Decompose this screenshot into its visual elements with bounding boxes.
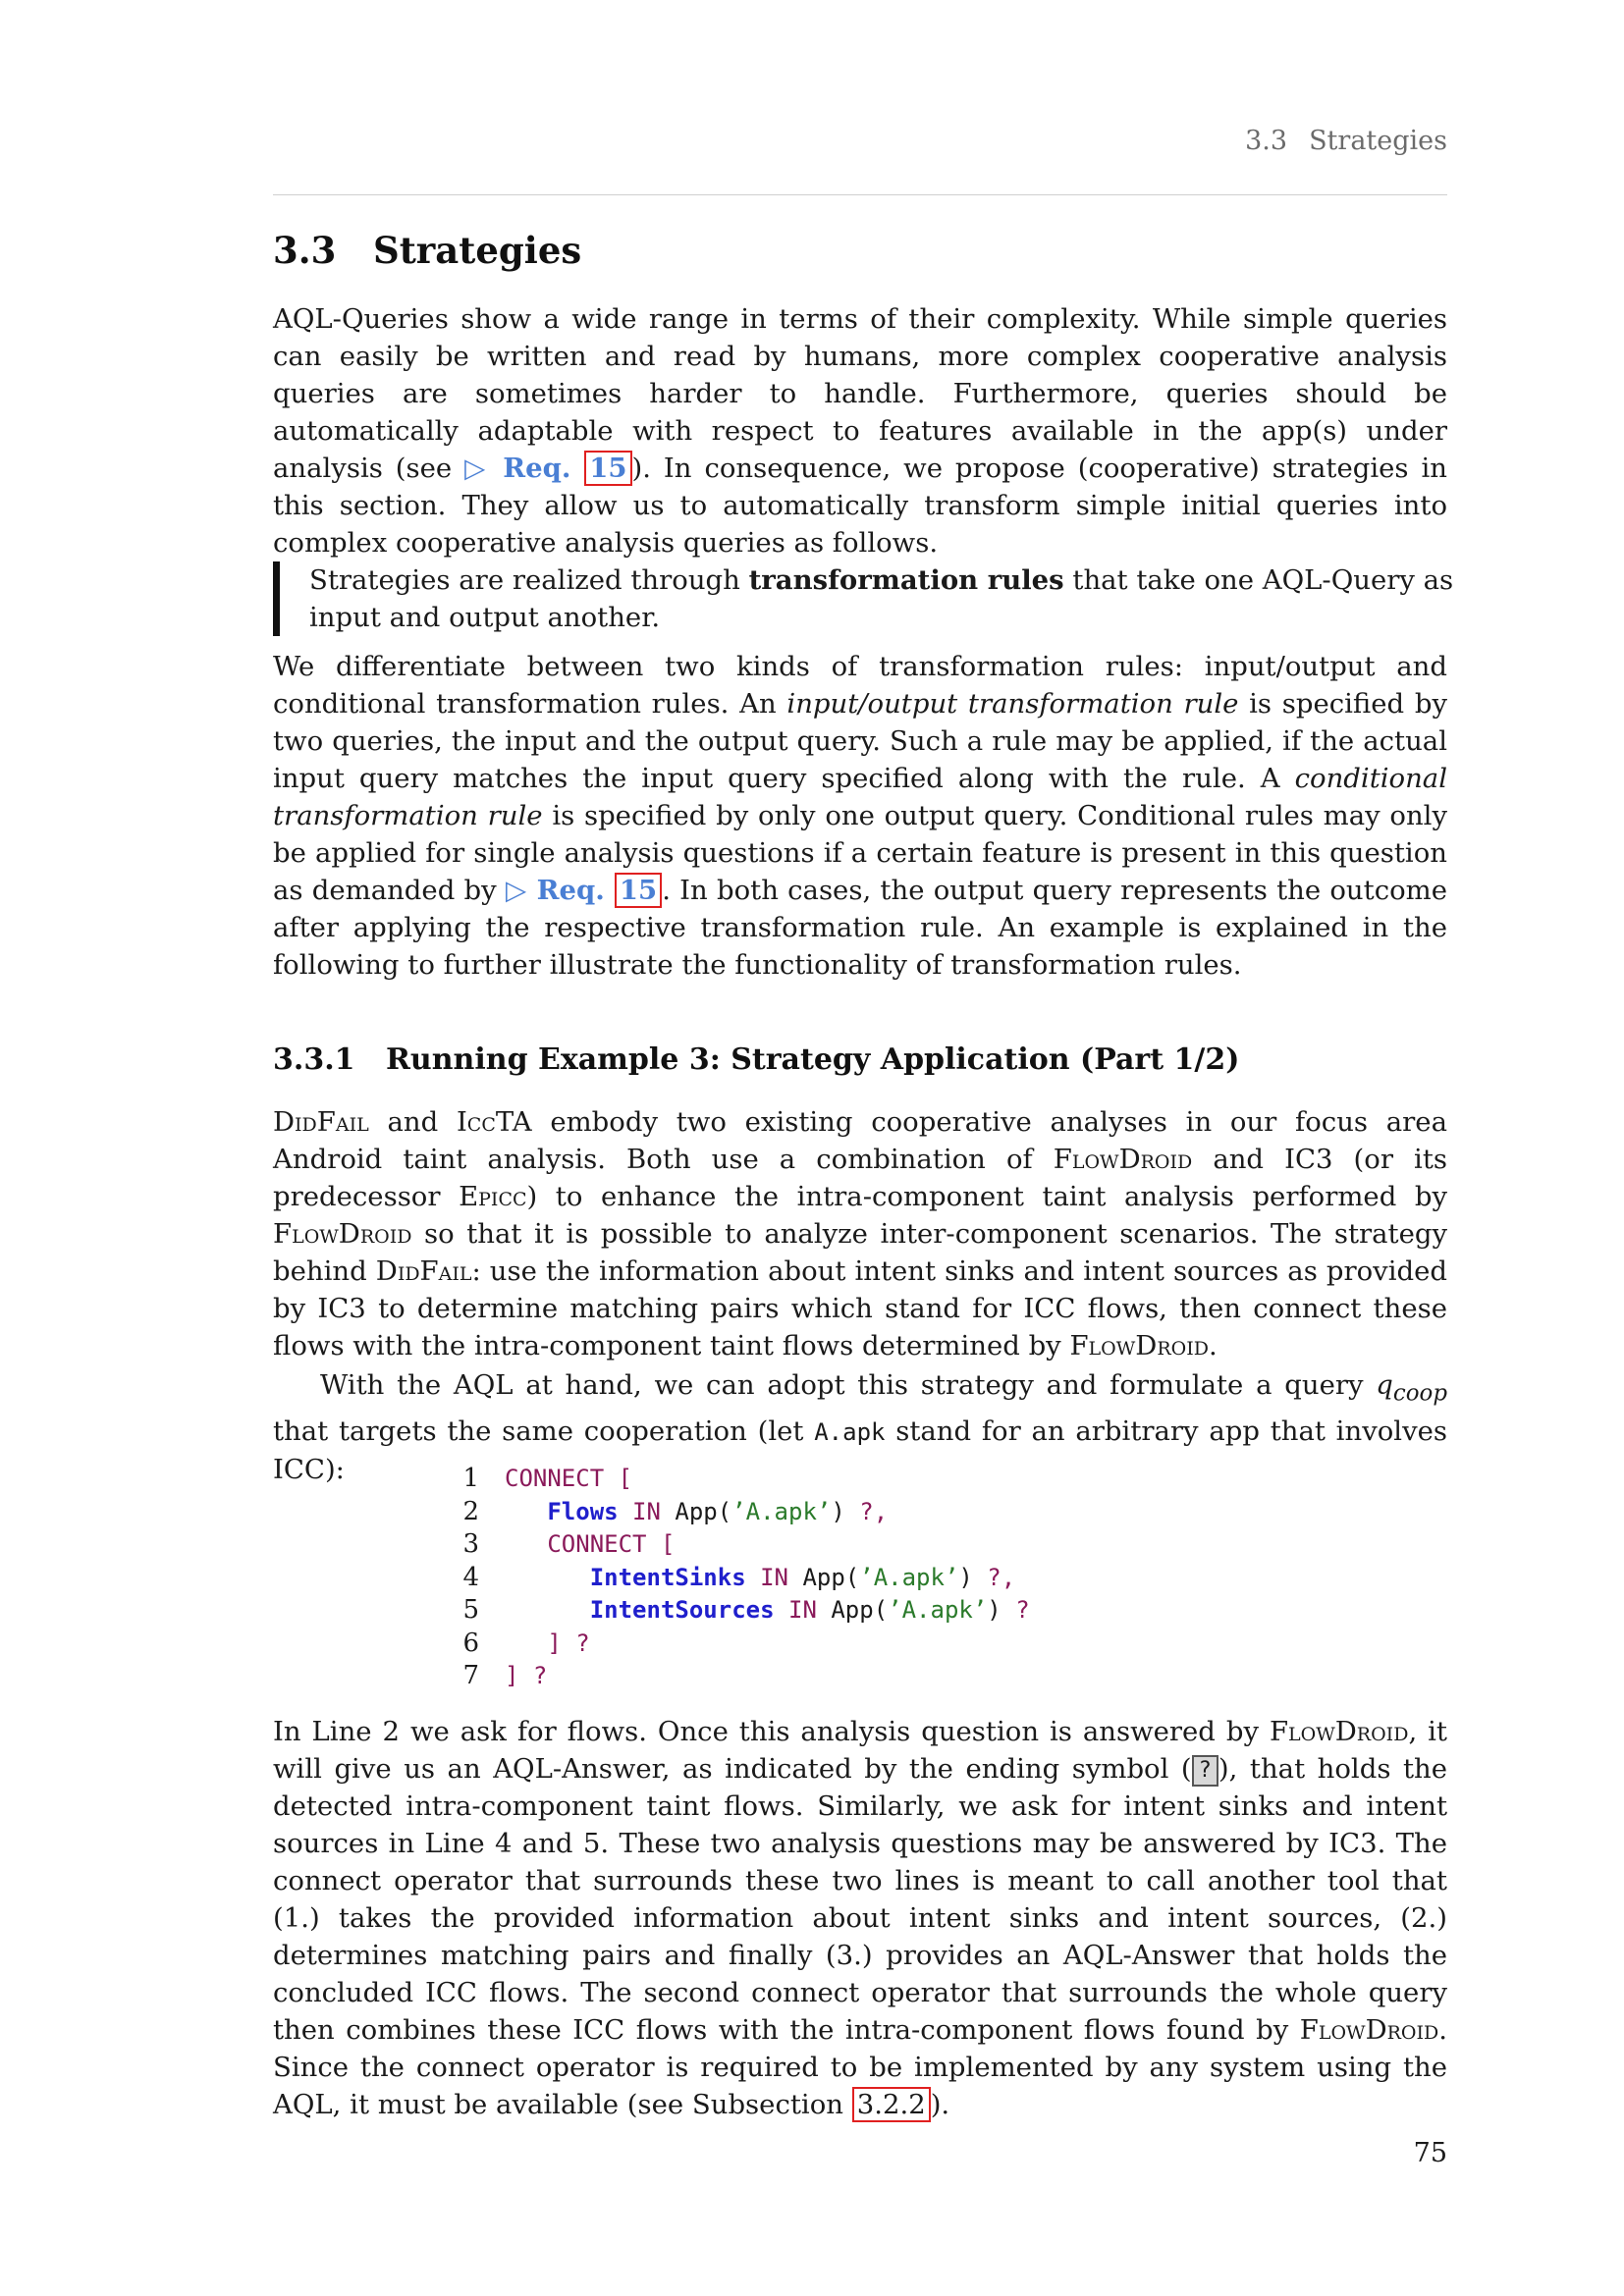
callout-bold: transformation rules (748, 564, 1064, 596)
para2-italic-1: input/output transformation rule (786, 688, 1239, 720)
para3-text: . (1208, 1330, 1218, 1362)
page-number: 75 (1413, 2138, 1447, 2168)
code-token: ] ? (547, 1629, 590, 1657)
code-token: IN (618, 1497, 676, 1525)
para2-text: is specified by two queries, the input and the output query. Such a rule may be applied, if the actual input query matches the input query specified along with the rule. A (273, 688, 1447, 794)
para5-text: , it will give us an AQL-Answer, as indicated by the ending symbol ( (273, 1716, 1447, 1785)
code-token: App( (831, 1596, 889, 1624)
para1-text: AQL-Queries show a wide range in terms of their complexity. While simple queries can easily be written and read by humans, more complex cooperative analysis queries are sometimes harder to handle. Furthermore, queries should be automatically adaptable with respect to features available in the app(s) under analysis (see (273, 303, 1447, 484)
req-number-2[interactable]: 15 (615, 873, 662, 908)
code-token: IntentSources (589, 1596, 775, 1624)
code-indent (505, 1498, 547, 1525)
para2-text: . In both cases, the output query represents the outcome after applying the respective transformation rule. An example is explained in the following to further illustrate the functionality of transformation rules. (273, 875, 1447, 981)
code-line-number: 4 (462, 1562, 479, 1592)
para3-text: embody two existing cooperative analyses in our focus area Android taint analysis. Both use a combination of (273, 1106, 1447, 1175)
paragraph-intro (273, 300, 1447, 561)
code-line-number: 6 (462, 1628, 479, 1658)
para3-text: and IC3 (or its predecessor (273, 1144, 1447, 1212)
para4-text: that targets the same cooperation (let (273, 1415, 804, 1447)
code-line (461, 1463, 1030, 1496)
code-line-number: 1 (462, 1464, 479, 1493)
para5-text: ), that holds the detected intra-component taint flows. Similarly, we ask for intent sinks and intent sources in Line 4 and 5. These two analysis questions may be answered by IC3. The connect operator that surrounds these two lines is meant to call another tool that (1.) takes the provided information about intent sinks and intent sources, (2.) determines matching pairs and finally (3.) provides an AQL-Answer that holds the concluded ICC flows. The second connect operator that surrounds the whole query then combines these ICC flows with the intra-component flows found by (273, 1753, 1448, 2046)
code-token: ’A.apk’ (731, 1497, 832, 1525)
code-line-number: 3 (462, 1529, 479, 1559)
code-token: ) (958, 1563, 973, 1591)
code-token: App( (675, 1497, 732, 1525)
tool-name-didfail: DidFail (273, 1106, 369, 1138)
tool-name-iccta: IccTA (456, 1106, 532, 1138)
para4-text: With the AQL at hand, we can adopt this strategy and formulate a query (320, 1369, 1364, 1401)
code-token: App( (802, 1563, 860, 1591)
code-token: IntentSinks (589, 1563, 746, 1591)
para2-italic-2: conditional transformation rule (273, 763, 1447, 831)
query-symbol-subscript: coop (1392, 1380, 1447, 1407)
section-heading (273, 229, 581, 272)
code-token: CONNECT [ (547, 1530, 676, 1558)
code-listing (461, 1463, 1030, 1693)
tool-name-epicc: Epicc (459, 1181, 527, 1212)
code-line (461, 1628, 1030, 1661)
tool-name-flowdroid: FlowDroid (1069, 1330, 1209, 1362)
callout-text-before: Strategies are realized through (309, 564, 740, 596)
para5-text: ). (930, 2089, 950, 2120)
para3-text: : use the information about intent sinks and intent sources as provided by IC3 to determine matching pairs which stand for ICC flows, then connect these flows with the intra-component taint flows determined by (273, 1255, 1447, 1362)
answer-symbol-box: ? (1192, 1755, 1218, 1787)
code-token: ?, (844, 1497, 889, 1525)
code-indent (505, 1596, 590, 1624)
para2-text: We differentiate between two kinds of transformation rules: input/output and conditional transformation rules. An (273, 651, 1447, 720)
para3-text: ) to enhance the intra-component taint analysis performed by (526, 1181, 1447, 1212)
code-line-number: 5 (462, 1595, 479, 1625)
code-indent (505, 1564, 590, 1591)
code-token: ] ? (505, 1662, 548, 1689)
para2-text: is specified by only one output query. Conditional rules may only be applied for single analysis questions if a certain feature is present in this question as demanded by (273, 800, 1447, 906)
code-token: ) (831, 1497, 845, 1525)
subsection-heading (273, 1042, 1239, 1077)
code-line-number: 7 (462, 1661, 479, 1690)
paragraph-explanation (273, 1713, 1447, 2123)
paragraph-running-example (273, 1103, 1447, 1364)
code-line (461, 1562, 1030, 1595)
subsection-title: Running Example 3: Strategy Application (Part 1/2) (386, 1042, 1240, 1077)
callout-text-after: that take one AQL-Query as input and output another. (309, 564, 1454, 633)
code-token: CONNECT [ (505, 1465, 633, 1492)
req-link-2[interactable] (506, 873, 662, 908)
callout-box (273, 561, 1458, 636)
tool-name-flowdroid: FlowDroid (1053, 1144, 1193, 1175)
code-token: IN (774, 1596, 832, 1624)
header-section-title: Strategies (1309, 126, 1447, 156)
para4-text: stand for an arbitrary app that involves ICC): (273, 1415, 1448, 1485)
para1-text-after: ). In consequence, we propose (cooperative) strategies in this section. They allow us to automatically transform simple initial queries into complex cooperative analysis queries as follows. (273, 453, 1447, 559)
code-line (461, 1496, 1030, 1529)
req-link-1[interactable] (464, 451, 631, 486)
section-number: 3.3 (273, 229, 337, 272)
paragraph-transformation-rules (273, 648, 1447, 984)
code-token: ?, (972, 1563, 1016, 1591)
code-token: ’A.apk’ (888, 1596, 988, 1624)
code-indent (505, 1629, 547, 1657)
para5-text: In Line 2 we ask for flows. Once this analysis question is answered by (273, 1716, 1259, 1747)
subsection-ref-link[interactable]: 3.2.2 (852, 2087, 931, 2122)
req-label-2: ▷ Req. (505, 875, 605, 906)
code-line (461, 1594, 1030, 1628)
query-symbol (1376, 1369, 1447, 1407)
code-token: ’A.apk’ (859, 1563, 959, 1591)
code-line (461, 1660, 1030, 1693)
tool-name-flowdroid: FlowDroid (1269, 1716, 1409, 1747)
para3-text: and (387, 1106, 439, 1138)
req-label-1: ▷ Req. (464, 453, 571, 484)
para5-text: . Since the connect operator is required to be implemented by any system using the AQL, it must be available (see Subsection (273, 2014, 1447, 2120)
running-header (273, 126, 1447, 156)
code-line (461, 1528, 1030, 1562)
tool-name-flowdroid: FlowDroid (273, 1218, 412, 1250)
para3-text: so that it is possible to analyze inter-component scenarios. The strategy behind (273, 1218, 1448, 1287)
section-title: Strategies (373, 229, 582, 272)
subsection-number: 3.3.1 (273, 1042, 355, 1077)
tool-name-flowdroid: FlowDroid (1299, 2014, 1439, 2046)
code-indent (505, 1530, 547, 1558)
inline-code-apk: A.apk (814, 1417, 886, 1446)
code-token: Flows (547, 1497, 619, 1525)
req-number-1[interactable]: 15 (584, 451, 631, 486)
tool-name-didfail: DidFail (375, 1255, 472, 1287)
header-rule (273, 194, 1447, 195)
header-section-number: 3.3 (1245, 126, 1288, 156)
code-token: ) (987, 1596, 1001, 1624)
code-token: IN (745, 1563, 803, 1591)
code-token: ? (1001, 1596, 1030, 1624)
query-symbol-q: q (1376, 1369, 1393, 1401)
code-line-number: 2 (462, 1496, 479, 1526)
